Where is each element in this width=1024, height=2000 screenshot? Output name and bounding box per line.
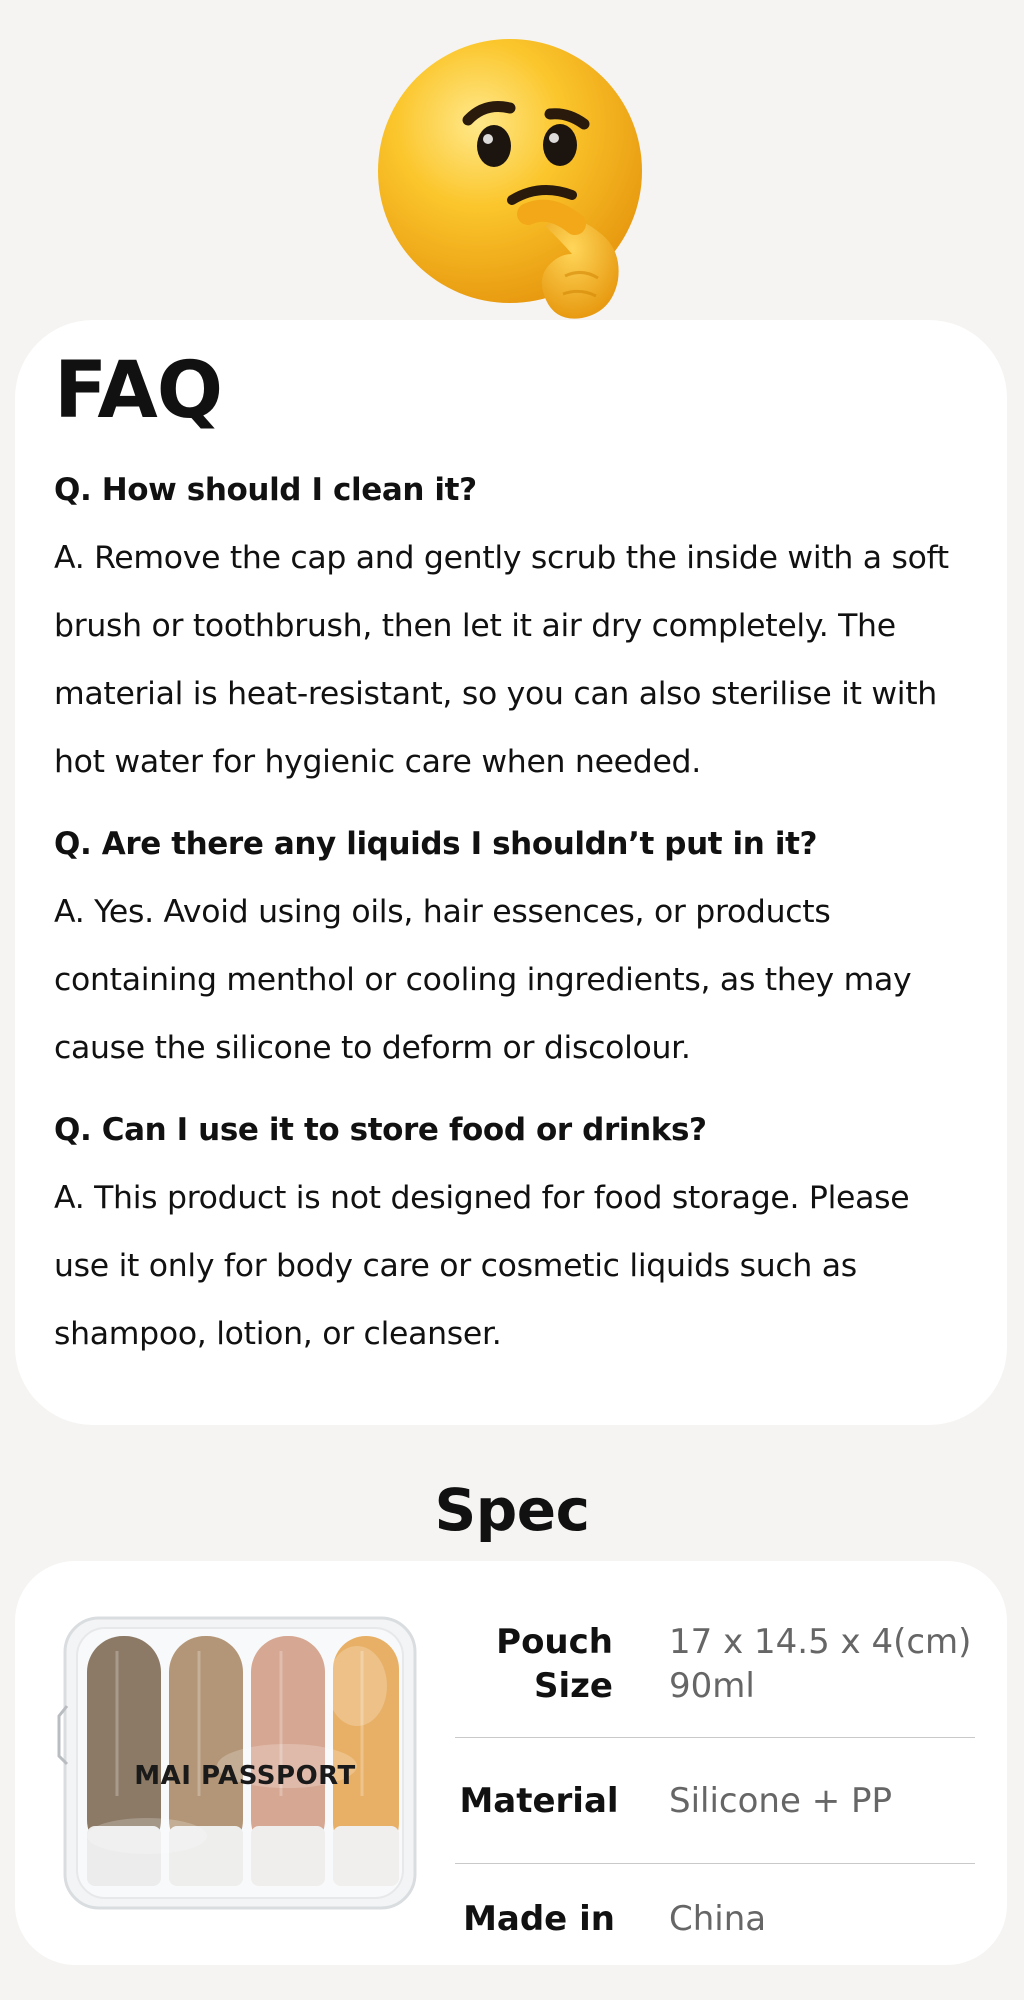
spec-label: Made in (463, 1899, 615, 1939)
faq-answer: A. This product is not designed for food storage. Please use it only for body care or cosmetic liquids such as shampoo, lotion, or cleanser. (54, 1180, 910, 1352)
spec-label: Material (459, 1780, 619, 1821)
faq-item (54, 1108, 967, 1368)
faq-item (54, 822, 967, 1082)
spec-row-made-in (455, 1864, 975, 1974)
faq-question: Q. Are there any liquids I shouldn’t put in it? (54, 826, 818, 862)
brand-print: MAI PASSPORT (134, 1761, 356, 1791)
spec-value: China (669, 1899, 767, 1939)
faq-card (15, 320, 1007, 1425)
spec-value: Silicone + PP (669, 1780, 892, 1821)
faq-question: Q. Can I use it to store food or drinks? (54, 1112, 707, 1148)
product-image (57, 1596, 437, 1916)
faq-item (54, 468, 967, 796)
thinking-face-icon (360, 28, 660, 328)
faq-answer: A. Yes. Avoid using oils, hair essences, or products containing menthol or cooling ingredients, as they may cause the silicone to deform or discolour. (54, 894, 912, 1066)
faq-title: FAQ (54, 346, 223, 436)
spec-label: Pouch Size (496, 1622, 613, 1706)
spec-title: Spec (434, 1476, 590, 1544)
spec-card (15, 1561, 1007, 1965)
spec-value: 17 x 14.5 x 4(cm) 90ml (669, 1622, 972, 1706)
spec-row-material (455, 1738, 975, 1864)
spec-row-pouch-size (455, 1591, 975, 1738)
faq-question: Q. How should I clean it? (54, 472, 477, 508)
spec-table (455, 1591, 975, 1974)
faq-answer: A. Remove the cap and gently scrub the inside with a soft brush or toothbrush, then let it air dry completely. The material is heat-resistant, so you can also sterilise it with hot water for hygienic care when needed. (54, 540, 949, 780)
